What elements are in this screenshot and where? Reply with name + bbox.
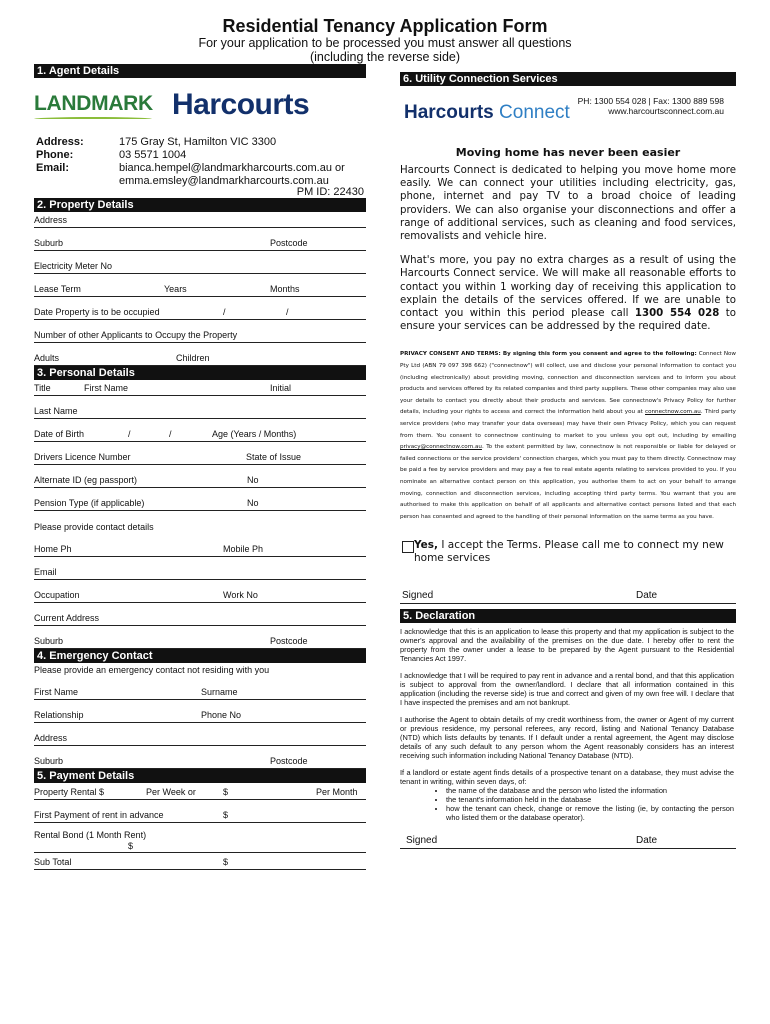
harcourts-logo: Harcourts — [172, 88, 310, 121]
relationship-label: Relationship — [34, 710, 84, 720]
para2-phone: 1300 554 028 — [634, 308, 720, 320]
property-postcode-label: Postcode — [270, 238, 308, 248]
tagline: Moving home has never been easier — [455, 146, 681, 159]
first-payment-field[interactable] — [34, 800, 366, 823]
lease-years-label: Years — [164, 284, 187, 294]
declaration-p2: I acknowledge that I will be required to pay rent in advance and a rental bond, and that this application is subject to approval from the owner/landlord. I declare that all information contained in this application (including the reverse side) is true and correct and given of my own free will. I declare that I have inspected the premises and am not bankrupt. — [400, 671, 734, 708]
emergency-suburb-label: Suburb — [34, 756, 64, 766]
first-payment-dollar: $ — [223, 810, 229, 820]
landmark-logo-text: LANDMARK — [34, 92, 153, 115]
emergency-contact-header: 4. Emergency Contact — [34, 649, 366, 663]
home-ph-label: Home Ph — [34, 544, 72, 554]
emergency-phone-label: Phone No — [201, 710, 242, 720]
dob-slash-1: / — [128, 429, 131, 439]
agent-email-2: emma.emsley@landmarkharcourts.com.au — [119, 175, 329, 187]
children-label: Children — [176, 353, 210, 363]
left-column — [34, 64, 366, 870]
hc-logo-light: Connect — [499, 102, 570, 123]
utility-date-label: Date — [636, 590, 658, 602]
emergency-address-field[interactable] — [34, 723, 366, 746]
utility-signed-label: Signed — [402, 590, 434, 602]
date-occupied-field[interactable] — [34, 297, 366, 320]
subtitle-line-1: For your application to be processed you must answer all questions — [198, 36, 572, 50]
name-field[interactable] — [34, 380, 366, 396]
first-name-label: First Name — [84, 383, 129, 393]
accept-checkbox[interactable] — [402, 541, 414, 553]
emergency-suburb-field[interactable] — [34, 746, 366, 769]
emergency-relationship-field[interactable] — [34, 700, 366, 723]
sub-total-dollar: $ — [223, 857, 229, 867]
current-suburb-field[interactable] — [34, 626, 366, 649]
alt-id-no-label: No — [247, 475, 259, 485]
accept-terms — [400, 539, 736, 565]
rental-dollar: $ — [223, 787, 229, 797]
utility-paragraph-1: Harcourts Connect is dedicated to helping you move home more easily. We can connect your utilities including electricity, gas, phone, internet and pay TV to a broad choice of leading providers. We can also organise your disconnections and offer a range of additional services, such as cleaning and food services, removalists and vehicle hire. — [400, 165, 736, 243]
para2-text-a: What's more, you pay no extra charges as a result of using the Harcourts Connect service. We will make all reasonable efforts to contact you within 1 working day of receiving this application to explain the details of the services offered. If we are unable to contact you within this period please call — [400, 255, 736, 320]
current-address-label: Current Address — [34, 613, 100, 623]
alt-id-label: Alternate ID (eg passport) — [34, 475, 138, 485]
declaration-date-label: Date — [636, 835, 658, 847]
date-slash-2: / — [286, 307, 289, 317]
privacy-text-a: Connect Now Pty Ltd (ABN 79 097 398 662) ("connectnow") will collect, use and disclose your personal information to contact you (including electronically) about providing moving, connection and disconnection services and to inform you about products and services offered by its related companies and third party suppliers. These other companies may also use your details to contact you directly about their products and services. See connectnow's Privacy Policy for further details, including your rights to access and correct the information held about you at — [400, 351, 736, 416]
meter-field[interactable] — [34, 251, 366, 274]
form-subtitle — [0, 36, 770, 64]
declaration-bullets — [446, 786, 734, 822]
declaration-p3: I authorise the Agent to obtain details of my credit worthiness from, the owner or Agent of my current or previous residence, my personal referees, any record, listing and National Tenancy Database (NTD) which lists defaults by tenants. If I default under a rental agreement, the Agent may disclose details of any such default to any person whom the Agent reasonably considers has an interest receiving such information including National Tenancy Database (NTD). — [400, 715, 734, 761]
emergency-address-label: Address — [34, 733, 68, 743]
occupation-label: Occupation — [34, 590, 80, 600]
bond-label: Rental Bond (1 Month Rent) — [34, 830, 147, 840]
landmark-logo — [34, 92, 153, 121]
accept-text: I accept the Terms. Please call me to connect my new home services — [414, 539, 724, 565]
mobile-ph-label: Mobile Ph — [223, 544, 264, 554]
pension-no-label: No — [247, 498, 259, 508]
bond-dollar: $ — [128, 841, 134, 851]
declaration-bullet: • how the tenant can check, change or remove the listing (ie, by contacting the person who listed them or the database operator). — [446, 804, 734, 822]
date-occupied-label: Date Property is to be occupied — [34, 307, 160, 317]
agent-email-1: bianca.hempel@landmarkharcourts.com.au or — [119, 162, 345, 174]
state-label: State of Issue — [246, 452, 302, 462]
declaration-signed-label: Signed — [406, 835, 438, 847]
per-week-label: Per Week or — [146, 787, 196, 797]
occupation-field[interactable] — [34, 580, 366, 603]
landmark-swoosh — [34, 117, 152, 121]
personal-email-label: Email — [34, 567, 57, 577]
agent-address: 175 Gray St, Hamilton VIC 3300 — [119, 136, 277, 148]
declaration-bullet: • the tenant's information held in the database — [446, 795, 734, 804]
personal-email-field[interactable] — [34, 557, 366, 580]
pension-field[interactable] — [34, 488, 366, 511]
declaration-p1: I acknowledge that this is an application to lease this property and that my application is subject to the owner's approval and the availability of the premises on the due date. I hereby offer to rent the property from the owner under a lease to be prepared by the Agent pursuant to the Residential Tenancies Act 1997. — [400, 627, 734, 664]
per-month-label: Per Month — [316, 787, 358, 797]
privacy-text-c: . To the extent permitted by law, connectnow is not responsible or liable for delayed or failed connections or the service providers' connection charges, which you must pay to them directly. Connectnow may be paid a fee by service providers and may pay a fee to real estate agents relating to services provided to you. If you nominate an alternative contact person on this application, you authorise them to act on your behalf to arrange moving, connection and disconnection services, including accepting third party terms. You warrant that you are authorised to make this application on behalf of all applicants and alternative contact persons listed and that each person has consented and agreed to the handling of their personal information on the same terms as you have. — [400, 444, 736, 520]
lease-months-label: Months — [270, 284, 300, 294]
work-no-label: Work No — [223, 590, 258, 600]
personal-details-header: 3. Personal Details — [34, 366, 366, 380]
sub-total-field[interactable] — [34, 853, 366, 870]
declaration-bullet: • the name of the database and the person who listed the information — [446, 786, 734, 795]
accept-yes: Yes, — [414, 539, 438, 552]
declaration-signature-line[interactable] — [400, 832, 736, 849]
property-suburb-label: Suburb — [34, 238, 64, 248]
privacy-terms — [400, 349, 736, 523]
property-rental-label: Property Rental $ — [34, 787, 105, 797]
date-slash-1: / — [223, 307, 226, 317]
current-suburb-label: Suburb — [34, 636, 64, 646]
privacy-text-b: . Third party service providers (who may transfer your data overseas) may have their own Privacy Policy, which you can request from them. You consent to connectnow continuing to market to you unless you opt out, including by emailing — [400, 409, 736, 439]
hc-contact — [578, 96, 724, 116]
agent-phone: 03 5571 1004 — [119, 149, 187, 161]
bond-field[interactable] — [34, 823, 366, 853]
right-column — [400, 72, 736, 849]
dob-field[interactable] — [34, 419, 366, 442]
pm-id: PM ID: 22430 — [296, 186, 364, 198]
emergency-first-name-label: First Name — [34, 687, 79, 697]
sub-total-label: Sub Total — [34, 857, 72, 867]
title-label: Title — [34, 383, 51, 393]
property-address-field[interactable] — [34, 212, 366, 228]
utility-header: 6. Utility Connection Services — [400, 72, 736, 86]
contact-details-prompt — [34, 511, 366, 534]
hc-website: www.harcourtsconnect.com.au — [608, 106, 724, 116]
agent-logos — [34, 78, 366, 136]
email-key: Email: — [36, 162, 70, 174]
last-name-label: Last Name — [34, 406, 78, 416]
hc-phone-fax: PH: 1300 554 028 | Fax: 1300 889 598 — [577, 96, 724, 106]
initial-label: Initial — [270, 383, 292, 393]
phone-key: Phone: — [36, 149, 74, 161]
alt-id-field[interactable] — [34, 465, 366, 488]
age-label: Age (Years / Months) — [212, 429, 297, 439]
agent-details-header: 1. Agent Details — [34, 64, 366, 78]
dob-slash-2: / — [169, 429, 172, 439]
declaration-p4-text: If a landlord or estate agent finds details of a prospective tenant on a database, they must advise the tenant in writing, within seven days, of: — [400, 768, 734, 787]
emergency-intro — [34, 663, 366, 677]
pension-label: Pension Type (if applicable) — [34, 498, 145, 508]
property-address-label: Address — [34, 215, 68, 225]
hc-logo-bold: Harcourts — [404, 102, 494, 123]
property-details-header: 2. Property Details — [34, 198, 366, 212]
form-title: Residential Tenancy Application Form — [222, 16, 548, 36]
adults-children-field[interactable] — [34, 343, 366, 366]
harcourts-connect-logo — [404, 102, 570, 124]
agent-contact-block — [34, 136, 366, 198]
meter-label: Electricity Meter No — [34, 261, 113, 271]
licence-label: Drivers Licence Number — [34, 452, 131, 462]
emergency-postcode-label: Postcode — [270, 756, 308, 766]
current-postcode-label: Postcode — [270, 636, 308, 646]
emergency-name-field[interactable] — [34, 677, 366, 700]
connectnow-link[interactable]: connectnow.com.au — [645, 409, 701, 416]
payment-details-header: 5. Payment Details — [34, 769, 366, 783]
emergency-surname-label: Surname — [201, 687, 238, 697]
property-suburb-field[interactable] — [34, 228, 366, 251]
utility-signature-line[interactable] — [400, 587, 736, 604]
declaration-p4 — [400, 768, 736, 822]
num-applicants-label: Number of other Applicants to Occupy the Property — [34, 330, 238, 340]
property-rental-field[interactable] — [34, 783, 366, 800]
utility-paragraph-2 — [400, 254, 736, 333]
adults-label: Adults — [34, 353, 60, 363]
harcourts-connect-banner — [400, 86, 736, 136]
lease-term-field[interactable] — [34, 274, 366, 297]
licence-field[interactable] — [34, 442, 366, 465]
privacy-email-link[interactable]: privacy@connectnow.com.au — [400, 444, 482, 451]
address-key: Address: — [36, 136, 84, 148]
declaration-header: 5. Declaration — [400, 609, 736, 623]
contact-details-label: Please provide contact details — [34, 522, 154, 532]
num-applicants-field[interactable] — [34, 320, 366, 343]
phone-field[interactable] — [34, 534, 366, 557]
current-address-field[interactable] — [34, 603, 366, 626]
dob-label: Date of Birth — [34, 429, 85, 439]
emergency-intro-label: Please provide an emergency contact not residing with you — [34, 665, 270, 675]
privacy-heading: PRIVACY CONSENT AND TERMS: By signing this form you consent and agree to the following: — [400, 351, 697, 358]
subtitle-line-2: (including the reverse side) — [309, 50, 461, 64]
last-name-field[interactable] — [34, 396, 366, 419]
lease-term-label: Lease Term — [34, 284, 81, 294]
first-payment-label: First Payment of rent in advance — [34, 810, 164, 820]
para2-text-b: to ensure your services can be addressed by the required date. — [400, 308, 736, 333]
